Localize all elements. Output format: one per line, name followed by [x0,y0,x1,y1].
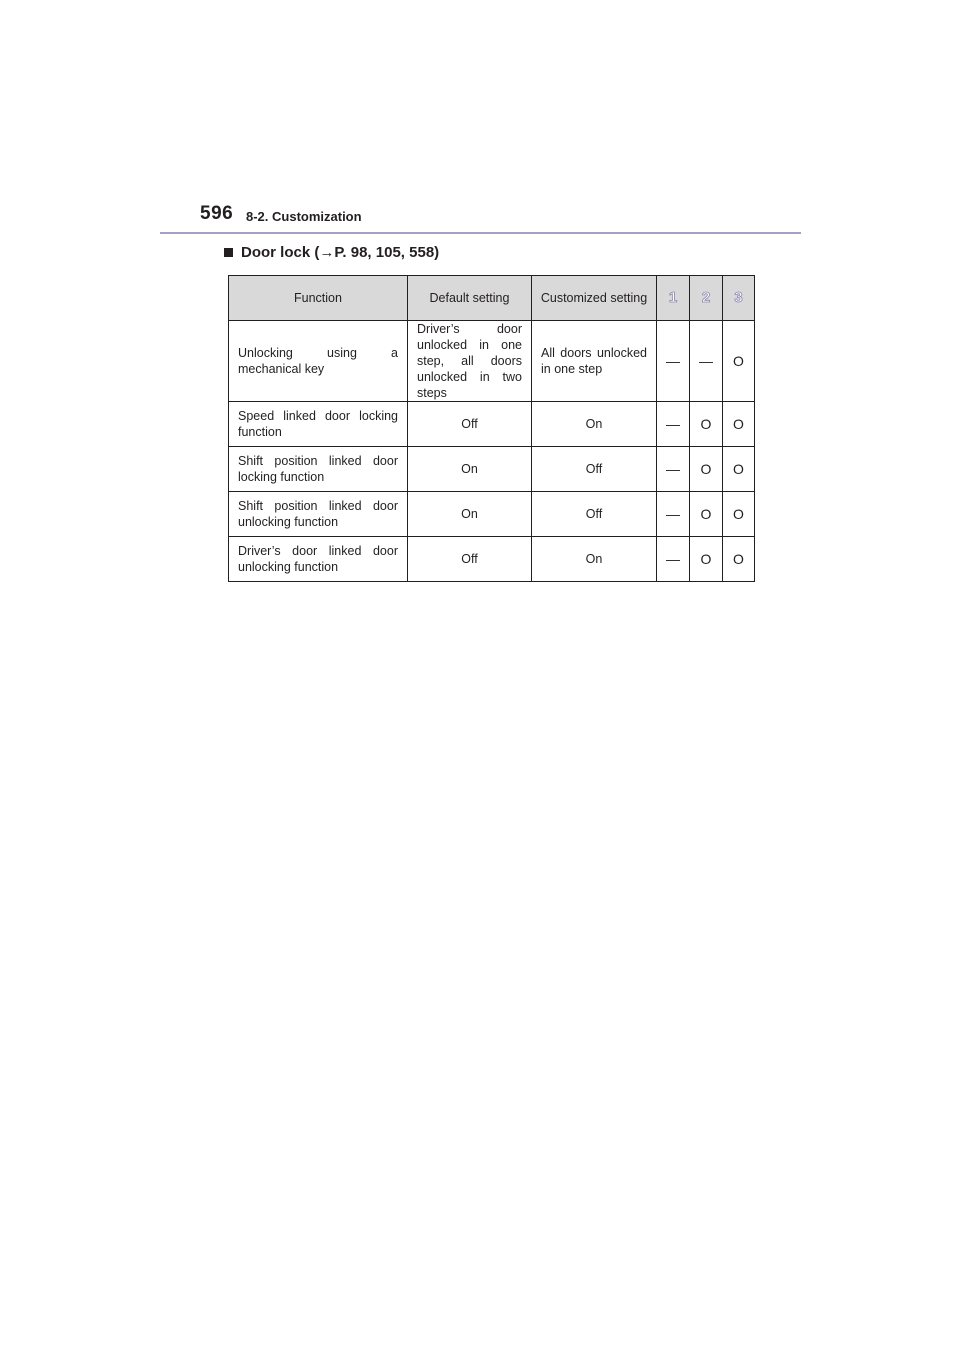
customized-setting-cell: Off [532,492,657,537]
column-header-method-3 [723,276,755,321]
page-reference: P. 98, 105, 558) [334,244,440,261]
header-divider [160,232,801,234]
table-row [229,321,755,402]
square-bullet-icon [224,248,233,257]
customized-setting-cell: All doors unlocked in one step [532,321,657,402]
circled-number-2-icon: 2 [701,289,711,306]
function-cell: Speed linked door locking function [229,402,408,447]
heading-title: Door lock ( [241,244,320,261]
page-number: 596 [200,203,234,224]
table-row [229,447,755,492]
table-row [229,492,755,537]
function-cell: Unlocking using a mechanical key [229,321,408,402]
method-2-cell: O [690,402,723,447]
method-3-cell: O [723,537,755,582]
method-2-cell: O [690,492,723,537]
method-1-cell: — [657,402,690,447]
method-3-cell: O [723,402,755,447]
section-heading [224,244,439,261]
column-header-customized: Customized setting [532,276,657,321]
circled-number-1-icon: 1 [668,289,678,306]
customized-setting-cell: Off [532,447,657,492]
method-3-cell: O [723,492,755,537]
column-header-method-2 [690,276,723,321]
method-3-cell: O [723,447,755,492]
column-header-function: Function [229,276,408,321]
method-2-cell: O [690,447,723,492]
table-header-row [229,276,755,321]
section-title: 8-2. Customization [246,209,362,224]
method-1-cell: — [657,321,690,402]
default-setting-cell: On [408,447,532,492]
column-header-method-1 [657,276,690,321]
function-cell: Driver’s door linked door unlocking function [229,537,408,582]
method-2-cell: — [690,321,723,402]
customized-setting-cell: On [532,537,657,582]
page-header [200,203,800,233]
method-1-cell: — [657,492,690,537]
circled-number-3-icon: 3 [734,289,743,306]
function-cell: Shift position linked door locking function [229,447,408,492]
default-setting-cell: Driver’s door unlocked in one step, all doors unlocked in two steps [408,321,532,402]
table-row [229,537,755,582]
column-header-default: Default setting [408,276,532,321]
method-1-cell: — [657,447,690,492]
default-setting-cell: Off [408,402,532,447]
method-3-cell: O [723,321,755,402]
table-row [229,402,755,447]
method-2-cell: O [690,537,723,582]
default-setting-cell: Off [408,537,532,582]
method-1-cell: — [657,537,690,582]
default-setting-cell: On [408,492,532,537]
function-cell: Shift position linked door unlocking function [229,492,408,537]
arrow-icon: → [319,244,335,261]
customization-table [228,275,755,582]
customized-setting-cell: On [532,402,657,447]
